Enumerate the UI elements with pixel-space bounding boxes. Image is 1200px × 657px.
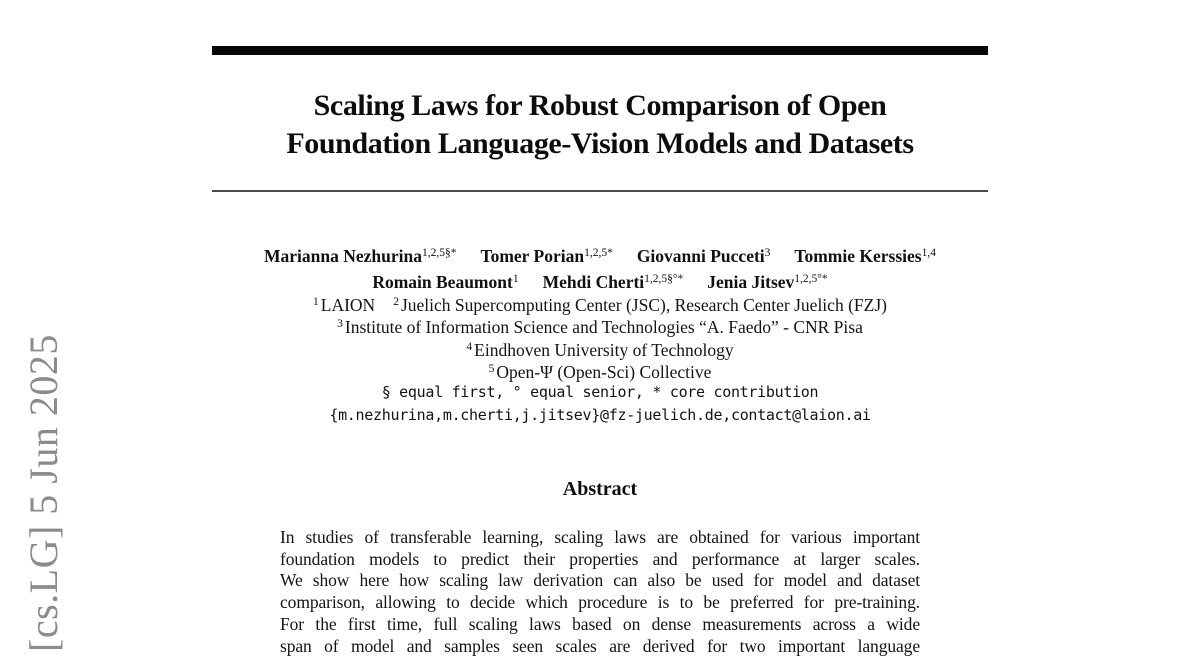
- affiliation-line-1: [182, 294, 1018, 316]
- author-name: Mehdi Cherti: [542, 272, 645, 292]
- affiliation-open-psi: [489, 362, 712, 382]
- paper-page: [212, 0, 988, 656]
- affiliation-text: Eindhoven University of Technology: [474, 339, 734, 360]
- abstract-line-1: In studies of transferable learning, scaling laws are obtained for various important: [280, 527, 920, 547]
- author-superscript: 3: [764, 247, 771, 259]
- affiliation-superscript: 3: [337, 318, 343, 331]
- author-superscript: 1,2,5§*: [422, 247, 457, 259]
- author-tomer-porian: [481, 246, 613, 266]
- affiliation-line-3: [182, 339, 1018, 361]
- authors-line-2: [182, 269, 1018, 295]
- abstract-line-6: span of model and samples seen scales are derived for two important language: [280, 635, 920, 656]
- authors-block: [182, 243, 1018, 295]
- author-name: Tommie Kerssies: [794, 246, 922, 266]
- author-superscript: 1,4: [921, 247, 936, 259]
- arxiv-banner: [cs.LG] 5 Jun 2025: [21, 334, 66, 652]
- affiliation-line-2: [182, 316, 1018, 338]
- email-line: {m.nezhurina,m.cherti,j.jitsev}@fz-juelich.de,contact@laion.ai: [329, 405, 871, 424]
- contribution-notes: [182, 381, 1018, 426]
- title-rule: [212, 190, 988, 192]
- author-jenia-jitsev: [707, 272, 827, 292]
- author-name: Jenia Jitsev: [707, 272, 795, 292]
- title-line-1: Scaling Laws for Robust Comparison of Open: [313, 89, 887, 122]
- author-tommie-kerssies: [794, 246, 936, 266]
- author-name: Romain Beaumont: [372, 272, 513, 292]
- abstract-heading: Abstract: [562, 478, 638, 500]
- affiliation-line-4: [182, 361, 1018, 383]
- affiliation-superscript: 4: [466, 340, 473, 353]
- affiliation-text: Institute of Information Science and Technologies “A. Faedo” - CNR Pisa: [344, 317, 863, 338]
- contribution-note: § equal first, ° equal senior, * core contribution: [381, 383, 819, 401]
- affiliation-laion: [313, 295, 375, 315]
- author-superscript: 1: [512, 273, 519, 285]
- abstract-line-5: For the first time, full scaling laws based on dense measurements across a wide: [280, 613, 920, 634]
- authors-line-1: [182, 243, 1018, 269]
- top-rule: [212, 46, 988, 55]
- affiliation-superscript: 2: [393, 296, 399, 308]
- author-romain-beaumont: [372, 272, 518, 292]
- abstract-paragraph: [280, 527, 920, 657]
- author-name: Tomer Porian: [480, 246, 585, 266]
- author-giovanni-pucceti: [637, 246, 771, 266]
- abstract-line-2: foundation models to predict their properties and performance at larger scales.: [280, 548, 920, 569]
- author-mehdi-cherti: [543, 272, 684, 292]
- author-marianna-nezhurina: [264, 246, 457, 266]
- title-line-2: Foundation Language-Vision Models and Datasets: [286, 127, 914, 160]
- affiliation-superscript: 5: [488, 362, 495, 375]
- abstract-line-4: comparison, allowing to decide which procedure is to be preferred for pre-training.: [280, 592, 920, 613]
- author-superscript: 1,2,5§°*: [644, 273, 684, 285]
- author-name: Giovanni Pucceti: [636, 246, 765, 266]
- author-superscript: 1,2,5°*: [794, 273, 828, 285]
- affiliation-cnr-pisa: [337, 317, 863, 337]
- author-superscript: 1,2,5*: [584, 247, 613, 259]
- affiliation-text: LAION: [320, 295, 376, 315]
- abstract-line-3: We show here how scaling law derivation can also be used for model and dataset: [280, 570, 920, 591]
- affiliations-block: [182, 294, 1018, 383]
- affiliation-jsc: [393, 295, 887, 315]
- author-name: Marianna Nezhurina: [264, 246, 423, 266]
- affiliation-text: Open-Ψ (Open-Sci) Collective: [496, 361, 712, 382]
- affiliation-superscript: 1: [313, 296, 319, 308]
- affiliation-text: Juelich Supercomputing Center (JSC), Research Center Juelich (FZJ): [400, 295, 887, 315]
- affiliation-eindhoven: [466, 340, 733, 360]
- paper-title: [192, 87, 1008, 163]
